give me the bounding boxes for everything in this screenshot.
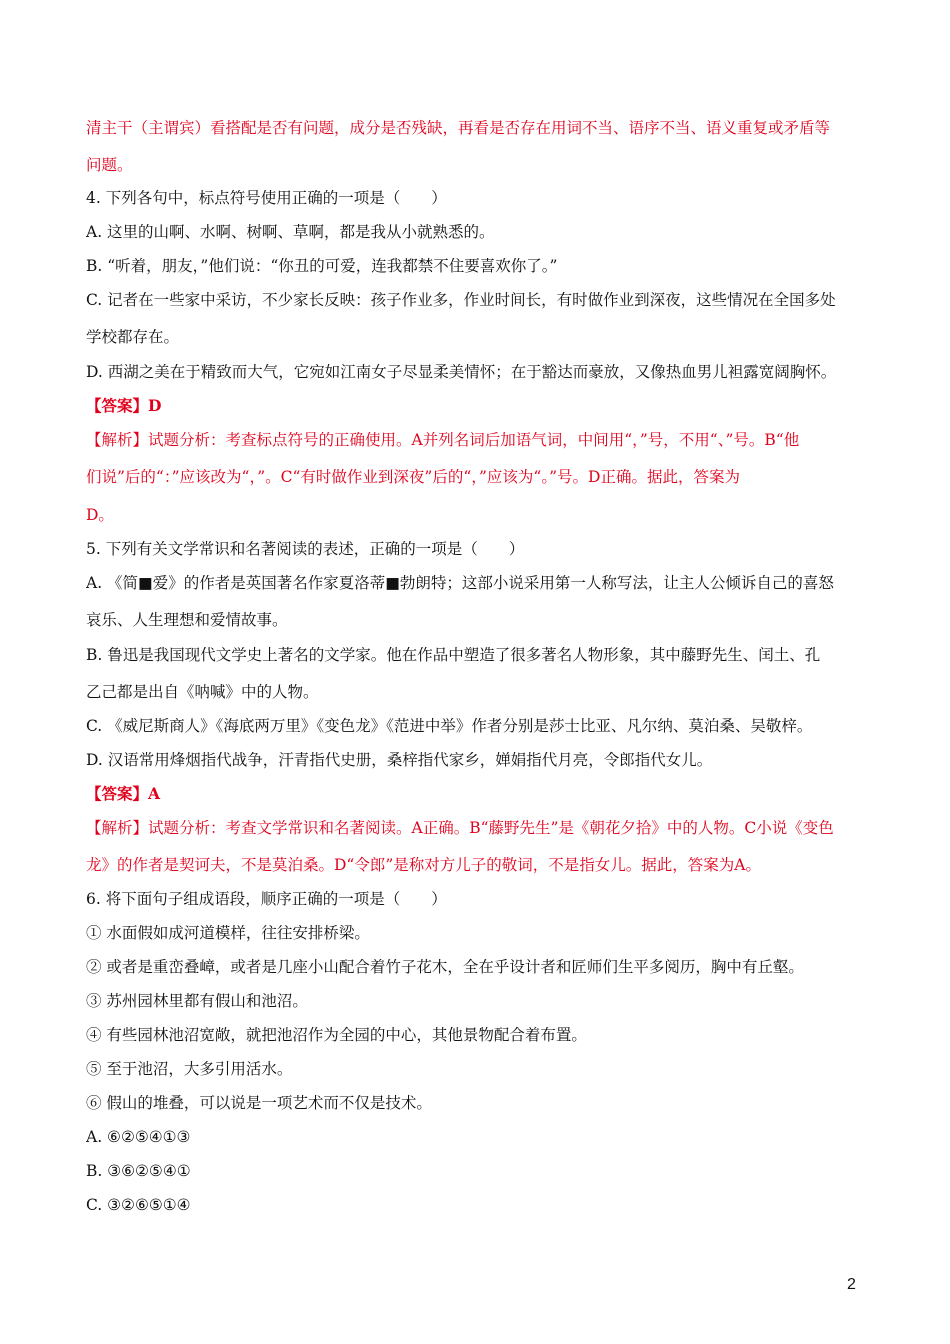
question-6-sentence-5: ⑤ 至于池沼，大多引用活水。	[86, 1060, 293, 1078]
question-5-option-b-line-2: 乙己都是出自《呐喊》中的人物。	[86, 683, 319, 701]
question-5-analysis-line-1: 【解析】试题分析：考查文学常识和名著阅读。A正确。B“藤野先生”是《朝花夕拾》中的人物。C小说《变色	[86, 819, 834, 837]
question-4-option-d: D. 西湖之美在于精致而大气，它宛如江南女子尽显柔美情怀；在于豁达而豪放，又像热血男儿袒露宽阔胸怀。	[86, 363, 837, 381]
question-6-sentence-4: ④ 有些园林池沼宽敞，就把池沼作为全园的中心，其他景物配合着布置。	[86, 1026, 587, 1044]
question-4-analysis-line-3: D。	[86, 506, 114, 524]
question-5-option-a-line-2: 哀乐、人生理想和爱情故事。	[86, 611, 288, 629]
question-6-sentence-6: ⑥ 假山的堆叠，可以说是一项艺术而不仅是技术。	[86, 1094, 432, 1112]
question-5-option-c: C. 《威尼斯商人》《海底两万里》《变色龙》《范进中举》作者分别是莎士比亚、凡尔纳、莫泊桑、吴敬梓。	[86, 717, 813, 735]
analysis-continuation-line-1: 清主干（主谓宾）看搭配是否有问题，成分是否残缺，再看是否存在用词不当、语序不当、语义重复或矛盾等	[86, 119, 831, 137]
question-4-option-b: B. “听着，朋友，”他们说：“你丑的可爱，连我都禁不住要喜欢你了。”	[86, 257, 558, 275]
question-4-option-c-line-1: C. 记者在一些家中采访，不少家长反映：孩子作业多，作业时间长，有时做作业到深夜，这些情况在全国多处	[86, 291, 836, 309]
question-5-option-d: D. 汉语常用烽烟指代战争，汗青指代史册，桑梓指代家乡，婵娟指代月亮，令郎指代女儿。	[86, 751, 713, 769]
question-4-analysis-line-2: 们说”后的“：”应该改为“，”。C“有时做作业到深夜”后的“，”应该为“。”号。D正确。据此，答案为	[86, 468, 740, 486]
question-4-answer: 【答案】D	[86, 396, 162, 415]
question-6-sentence-1: ① 水面假如成河道模样，往往安排桥梁。	[86, 924, 370, 942]
question-6-stem: 6. 将下面句子组成语段，顺序正确的一项是（ ）	[86, 890, 447, 908]
analysis-continuation-line-2: 问题。	[86, 156, 133, 174]
question-6-sentence-3: ③ 苏州园林里都有假山和池沼。	[86, 992, 308, 1010]
question-5-option-b-line-1: B. 鲁迅是我国现代文学史上著名的文学家。他在作品中塑造了很多著名人物形象，其中藤野先生、闰土、孔	[86, 646, 821, 664]
question-4-analysis-line-1: 【解析】试题分析：考查标点符号的正确使用。A并列名词后加语气词，中间用“，”号，不用“、”号。B“他	[86, 431, 800, 449]
question-5-stem: 5. 下列有关文学常识和名著阅读的表述，正确的一项是（ ）	[86, 540, 525, 558]
question-6-sentence-2: ② 或者是重峦叠嶂，或者是几座小山配合着竹子花木，全在乎设计者和匠师们生平多阅历，胸中有丘壑。	[86, 958, 804, 976]
question-5-answer: 【答案】A	[86, 784, 161, 803]
question-4-option-a: A. 这里的山啊、水啊、树啊、草啊，都是我从小就熟悉的。	[86, 223, 495, 241]
question-4-stem: 4. 下列各句中，标点符号使用正确的一项是（ ）	[86, 189, 447, 207]
question-6-option-a: A. ⑥②⑤④①③	[86, 1128, 191, 1146]
question-5-option-a-line-1: A. 《简■爱》的作者是英国著名作家夏洛蒂■勃朗特；这部小说采用第一人称写法，让主人公倾诉自己的喜怒	[86, 574, 834, 592]
question-5-analysis-line-2: 龙》的作者是契诃夫，不是莫泊桑。D“令郎”是称对方儿子的敬词，不是指女儿。据此，答案为A。	[86, 856, 761, 874]
question-6-option-b: B. ③⑥②⑤④①	[86, 1162, 191, 1180]
question-4-option-c-line-2: 学校都存在。	[86, 328, 180, 346]
page-number: 2	[847, 1276, 856, 1293]
question-6-option-c: C. ③②⑥⑤①④	[86, 1196, 191, 1214]
